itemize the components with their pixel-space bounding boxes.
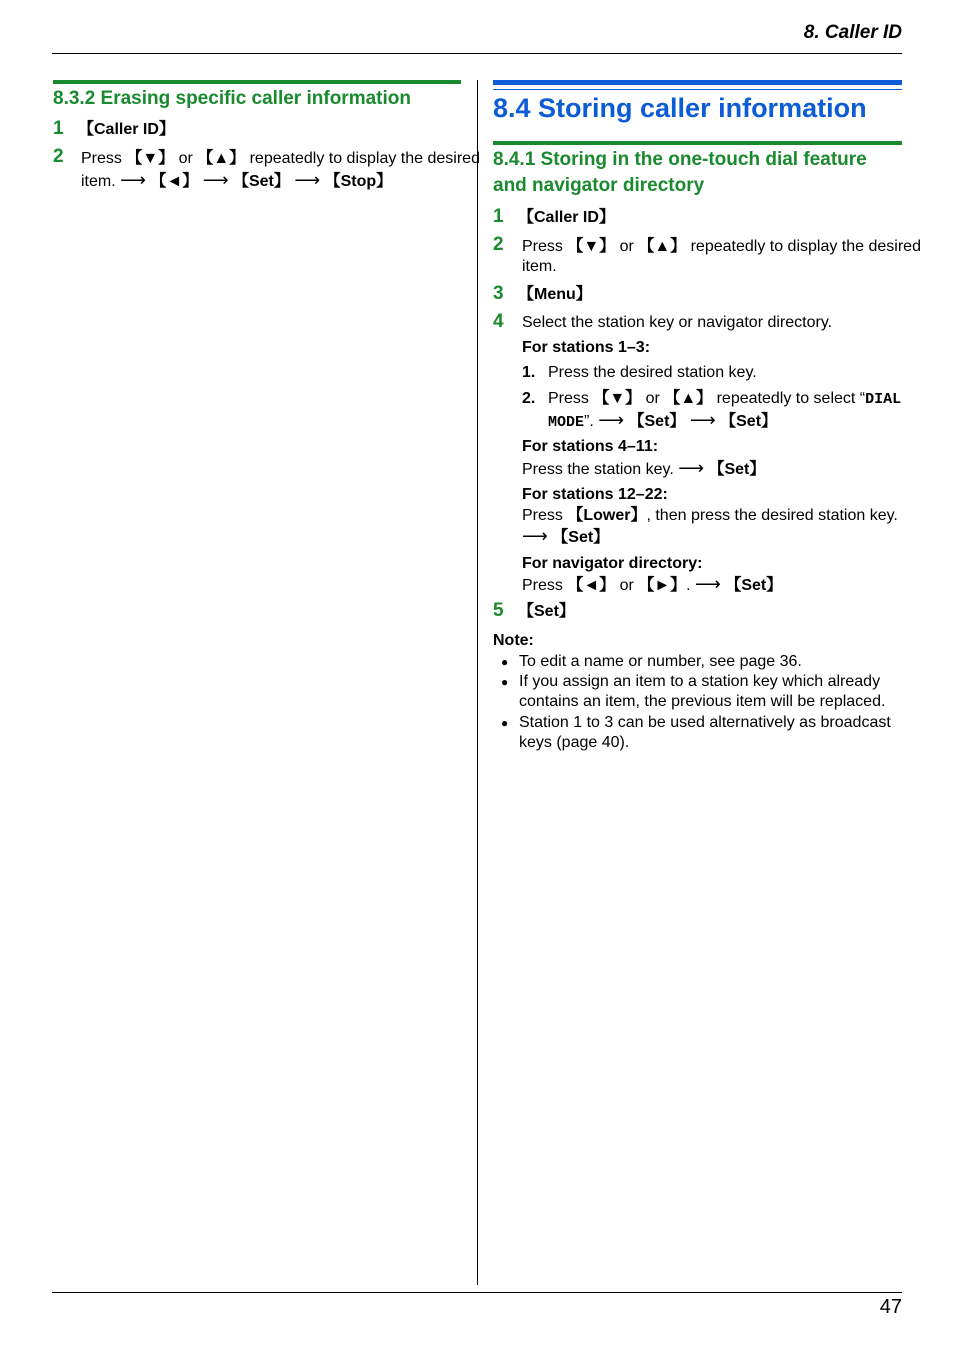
text: , then press the desired station key.	[646, 507, 898, 524]
bullet-icon: ●	[501, 675, 509, 689]
arrow-right-icon: ⟶	[598, 410, 625, 430]
stations-12-22-label: For stations 12–22:	[522, 486, 668, 503]
right-heading-rule	[493, 89, 902, 90]
footer-rule	[52, 1292, 902, 1293]
right-step-2-line-1	[522, 237, 921, 257]
set-key: 【Set】	[552, 529, 610, 546]
arrow-right-icon: ⟶	[294, 170, 321, 190]
caller-id-key: 【Caller ID】	[78, 121, 175, 138]
note-3-line-1: Station 1 to 3 can be used alternatively as broadcast	[519, 714, 891, 731]
left-key: 【◄】	[150, 173, 199, 190]
text: Press the station key.	[522, 461, 679, 478]
stations-12-22-line-1	[522, 506, 898, 526]
header-rule	[52, 53, 902, 54]
substep-2-line-2	[548, 410, 777, 433]
page-section-heading: 8.4 Storing caller information	[493, 93, 867, 123]
note-3-line-2: keys (page 40).	[519, 734, 630, 751]
bullet-icon: ●	[501, 716, 509, 730]
menu-key: 【Menu】	[518, 286, 592, 303]
arrow-right-icon: ⟶	[120, 170, 146, 190]
left-section-heading: 8.3.2 Erasing specific caller information	[53, 88, 411, 109]
lower-key: 【Lower】	[567, 507, 647, 524]
running-header-title: 8. Caller ID	[803, 22, 902, 43]
navigator-text	[522, 574, 782, 596]
right-subheading-bar	[493, 141, 902, 145]
substep-1-number: 1.	[522, 364, 536, 381]
stations-12-22-line-2	[522, 526, 609, 548]
right-subheading-line-2: and navigator directory	[493, 175, 705, 196]
down-key: 【▼】	[126, 150, 175, 167]
up-key: 【▲】	[664, 390, 713, 407]
arrow-right-icon: ⟶	[689, 410, 716, 430]
arrow-right-icon: ⟶	[202, 170, 229, 190]
left-step-1-number: 1	[53, 118, 64, 139]
navigator-label: For navigator directory:	[522, 555, 703, 572]
left-step-1	[78, 120, 175, 140]
down-key: 【▼】	[593, 390, 642, 407]
note-1: To edit a name or number, see page 36.	[519, 653, 802, 670]
right-step-5	[518, 602, 575, 622]
text: or	[641, 390, 665, 407]
text: .	[686, 577, 696, 594]
text: Press	[548, 390, 594, 407]
set-key: 【Set】	[720, 413, 778, 430]
substep-2-number: 2.	[522, 390, 536, 407]
text: or	[615, 238, 639, 255]
set-key: 【Set】	[708, 461, 766, 478]
arrow-right-icon: ⟶	[678, 458, 705, 478]
text: Press	[81, 150, 127, 167]
set-key: 【Set】	[232, 173, 290, 190]
right-step-3-number: 3	[493, 283, 504, 304]
text: Press	[522, 238, 568, 255]
right-key: 【►】	[638, 577, 687, 594]
up-key: 【▲】	[638, 238, 687, 255]
substep-2-line-1	[548, 389, 901, 410]
text: item.	[81, 173, 121, 190]
right-subheading-line-1: 8.4.1 Storing in the one-touch dial feature	[493, 149, 867, 170]
display-text: DIAL	[865, 391, 902, 408]
text: or	[615, 577, 639, 594]
left-step-2-number: 2	[53, 146, 64, 167]
right-step-3	[518, 285, 592, 305]
right-step-2-line-2: item.	[522, 258, 557, 275]
arrow-right-icon: ⟶	[522, 526, 548, 546]
up-key: 【▲】	[197, 150, 246, 167]
stop-key: 【Stop】	[324, 173, 393, 190]
caller-id-key: 【Caller ID】	[518, 209, 615, 226]
text: repeatedly to display the desired	[686, 238, 921, 255]
left-key: 【◄】	[567, 577, 616, 594]
set-key: 【Set】	[628, 413, 686, 430]
bullet-icon: ●	[501, 655, 509, 669]
right-step-2-number: 2	[493, 234, 504, 255]
left-step-2-line-2	[81, 170, 392, 192]
down-key: 【▼】	[567, 238, 616, 255]
stations-1-3-label: For stations 1–3:	[522, 339, 651, 356]
right-step-4: Select the station key or navigator directory.	[522, 314, 833, 331]
note-label: Note:	[493, 632, 534, 649]
stations-4-11-text	[522, 458, 765, 480]
text: ”.	[584, 413, 599, 430]
page-number: 47	[879, 1296, 902, 1318]
left-step-2-line-1	[81, 149, 480, 169]
right-step-5-number: 5	[493, 600, 504, 621]
right-step-1	[518, 208, 615, 228]
text: repeatedly to select “	[712, 390, 866, 407]
column-divider	[477, 80, 478, 1285]
right-heading-bar	[493, 80, 902, 85]
set-key: 【Set】	[725, 577, 783, 594]
right-step-4-number: 4	[493, 311, 504, 332]
display-text: MODE	[548, 414, 585, 431]
left-heading-bar	[53, 80, 461, 84]
text: Press	[522, 577, 568, 594]
right-step-1-number: 1	[493, 206, 504, 227]
note-2-line-1: If you assign an item to a station key which already	[519, 673, 881, 690]
note-2-line-2: contains an item, the previous item will be replaced.	[519, 693, 886, 710]
set-key: 【Set】	[518, 603, 575, 620]
substep-1-text: Press the desired station key.	[548, 364, 757, 381]
text: or	[174, 150, 198, 167]
stations-4-11-label: For stations 4–11:	[522, 438, 659, 455]
text: Press	[522, 507, 568, 524]
arrow-right-icon: ⟶	[695, 574, 721, 594]
text: repeatedly to display the desired	[245, 150, 480, 167]
